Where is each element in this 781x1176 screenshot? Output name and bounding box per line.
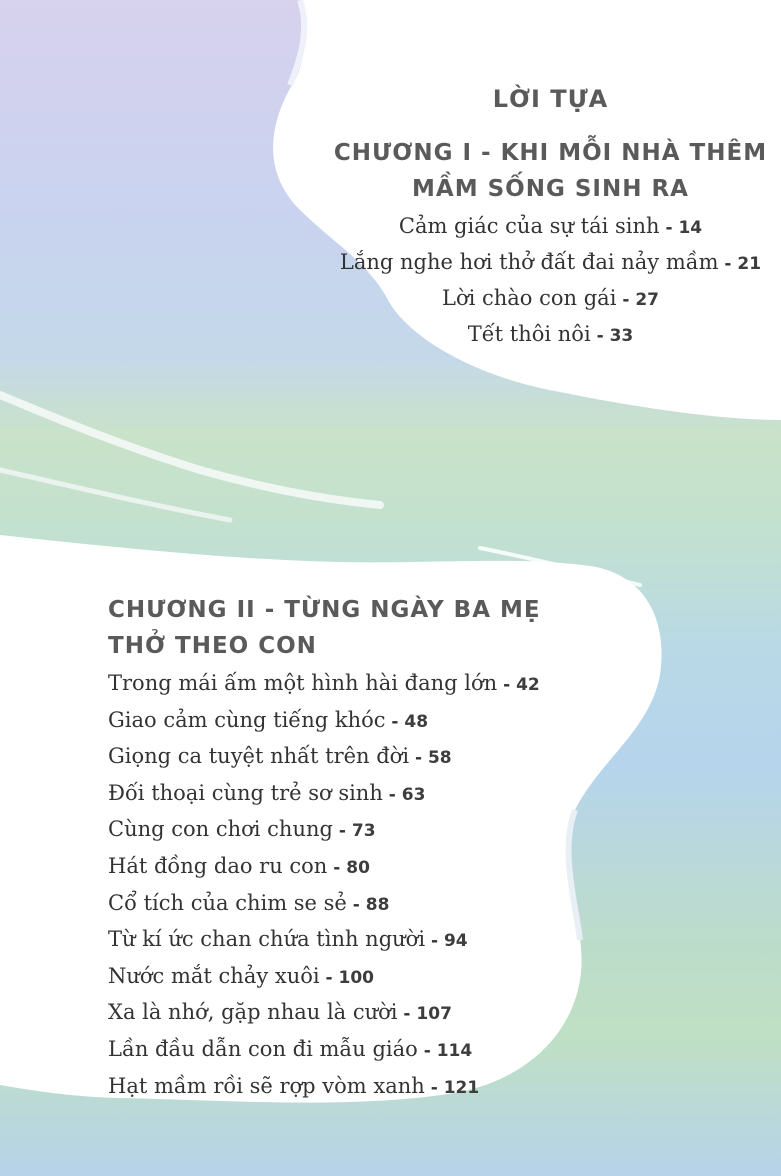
toc-entry-page: 21 bbox=[737, 254, 762, 274]
toc-entry-title: Từ kí ức chan chứa tình người bbox=[108, 927, 426, 952]
toc-entry[interactable]: Tết thôi nôi - 33 bbox=[467, 322, 634, 346]
toc-entry-page: 27 bbox=[635, 290, 659, 310]
toc-entry-title: Hạt mầm rồi sẽ rợp vòm xanh bbox=[108, 1073, 425, 1098]
toc-entry[interactable]: Lắng nghe hơi thở đất đai nảy mầm - 21 bbox=[339, 250, 762, 274]
preface-heading[interactable]: LỜI TỰA bbox=[492, 85, 609, 113]
toc-entry[interactable]: Giọng ca tuyệt nhất trên đời - 58 bbox=[108, 744, 452, 769]
toc-entry-page: 100 bbox=[338, 967, 375, 988]
toc-entry-page: 33 bbox=[609, 326, 634, 346]
toc-entry-title: Lắng nghe hơi thở đất đai nảy mầm bbox=[339, 250, 719, 274]
toc-entry-page: 107 bbox=[416, 1004, 452, 1025]
brush-streak-1 bbox=[0, 395, 380, 505]
toc-entry-title: Xa là nhớ, gặp nhau là cười bbox=[108, 1000, 398, 1025]
toc-entry-page: 58 bbox=[427, 748, 452, 769]
toc-entry-title: Lời chào con gái bbox=[442, 286, 617, 310]
toc-entry[interactable]: Nước mắt chảy xuôi - 100 bbox=[108, 963, 375, 988]
toc-entry-title: Giọng ca tuyệt nhất trên đời bbox=[108, 744, 410, 769]
toc-entry-title: Cùng con chơi chung bbox=[108, 817, 333, 842]
toc-entry-page: 121 bbox=[443, 1077, 480, 1098]
chapter-2-title-line-1: CHƯƠNG II - TỪNG NGÀY BA MẸ bbox=[108, 597, 541, 623]
toc-entry[interactable]: Trong mái ấm một hình hài đang lớn - 42 bbox=[108, 671, 540, 695]
toc-entry-page: 14 bbox=[678, 218, 703, 238]
toc-entry-page: 63 bbox=[401, 784, 426, 805]
toc-entry-page: 94 bbox=[443, 931, 468, 952]
toc-entry-title: Trong mái ấm một hình hài đang lớn bbox=[108, 671, 498, 695]
toc-entry[interactable]: Xa là nhớ, gặp nhau là cười - 107 bbox=[108, 1000, 452, 1025]
toc-entry[interactable]: Cùng con chơi chung - 73 bbox=[108, 817, 376, 842]
chapter-1-title[interactable] bbox=[320, 135, 781, 207]
toc-entry[interactable]: Cổ tích của chim se sẻ - 88 bbox=[108, 890, 390, 915]
toc-entry-page: 48 bbox=[404, 711, 429, 732]
toc-block-chapter-1 bbox=[320, 85, 781, 353]
chapter-2-title-line-2: THỞ THEO CON bbox=[108, 633, 317, 659]
toc-entry[interactable]: Lần đầu dẫn con đi mẫu giáo - 114 bbox=[108, 1036, 473, 1061]
toc-entry-title: Nước mắt chảy xuôi bbox=[108, 963, 320, 988]
toc-entry[interactable]: Cảm giác của sự tái sinh - 14 bbox=[398, 214, 703, 238]
toc-entry-page: 88 bbox=[365, 894, 390, 915]
toc-entry[interactable]: Lời chào con gái - 27 bbox=[442, 286, 659, 310]
toc-entry-title: Giao cảm cùng tiếng khóc bbox=[108, 707, 386, 732]
toc-entry[interactable]: Từ kí ức chan chứa tình người - 94 bbox=[108, 927, 468, 952]
toc-entry-title: Lần đầu dẫn con đi mẫu giáo bbox=[108, 1036, 418, 1061]
chapter-2-title[interactable] bbox=[108, 592, 668, 664]
toc-entry[interactable]: Giao cảm cùng tiếng khóc - 48 bbox=[108, 707, 429, 732]
toc-entry-page: 114 bbox=[436, 1040, 473, 1061]
toc-entry-title: Cổ tích của chim se sẻ bbox=[108, 890, 347, 915]
toc-entry-title: Đối thoại cùng trẻ sơ sinh bbox=[108, 780, 383, 805]
toc-entry-title: Cảm giác của sự tái sinh bbox=[398, 214, 660, 238]
toc-entry[interactable]: Đối thoại cùng trẻ sơ sinh - 63 bbox=[108, 780, 426, 805]
toc-entry[interactable]: Hạt mầm rồi sẽ rợp vòm xanh - 121 bbox=[108, 1073, 480, 1098]
chapter-1-title-line-2: MẦM SỐNG SINH RA bbox=[412, 176, 689, 202]
brush-streak-2 bbox=[0, 470, 230, 520]
toc-entry-page: 73 bbox=[351, 821, 376, 842]
toc-entry-page: 42 bbox=[516, 675, 540, 695]
chapter-1-title-line-1: CHƯƠNG I - KHI MỖI NHÀ THÊM bbox=[333, 140, 768, 166]
toc-entry-title: Hát đồng dao ru con bbox=[108, 853, 328, 878]
toc-entry-page: 80 bbox=[346, 857, 370, 878]
toc-entry[interactable]: Hát đồng dao ru con - 80 bbox=[108, 853, 370, 878]
toc-entry-title: Tết thôi nôi bbox=[467, 322, 591, 346]
toc-block-chapter-2 bbox=[108, 592, 668, 1105]
